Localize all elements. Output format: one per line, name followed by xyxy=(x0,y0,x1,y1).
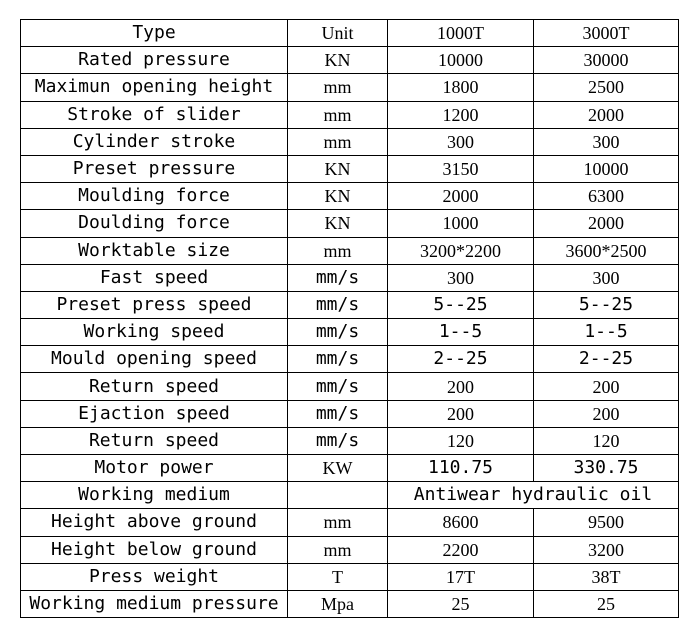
row-unit: mm xyxy=(288,128,388,155)
header-unit: Unit xyxy=(288,20,388,47)
row-value-1000t: 110.75 xyxy=(388,455,534,482)
row-unit: mm/s xyxy=(288,373,388,400)
table-row xyxy=(21,455,679,482)
row-value-1000t: 1000 xyxy=(388,210,534,237)
row-value-1000t: 120 xyxy=(388,427,534,454)
row-unit: mm/s xyxy=(288,291,388,318)
table-row xyxy=(21,563,679,590)
row-value-3000t: 1--5 xyxy=(534,319,679,346)
table-row xyxy=(21,128,679,155)
row-value-1000t: 200 xyxy=(388,400,534,427)
table-row xyxy=(21,74,679,101)
row-value-3000t: 2500 xyxy=(534,74,679,101)
table-row xyxy=(21,319,679,346)
row-unit: mm/s xyxy=(288,427,388,454)
row-parameter: Working medium pressure xyxy=(21,590,288,617)
table-header-row xyxy=(21,20,679,47)
table-row xyxy=(21,509,679,536)
row-value-1000t: 2000 xyxy=(388,183,534,210)
row-parameter: Height below ground xyxy=(21,536,288,563)
row-unit: mm/s xyxy=(288,264,388,291)
row-value-3000t: 300 xyxy=(534,128,679,155)
table-row xyxy=(21,400,679,427)
row-value-1000t: 3150 xyxy=(388,155,534,182)
row-unit: mm xyxy=(288,237,388,264)
row-value-3000t: 2000 xyxy=(534,210,679,237)
row-parameter: Maximun opening height xyxy=(21,74,288,101)
row-parameter: Preset pressure xyxy=(21,155,288,182)
row-unit: mm/s xyxy=(288,346,388,373)
row-value-1000t: 200 xyxy=(388,373,534,400)
row-value-1000t: 25 xyxy=(388,590,534,617)
table-row xyxy=(21,210,679,237)
row-value-3000t: 330.75 xyxy=(534,455,679,482)
row-unit: KW xyxy=(288,455,388,482)
row-parameter: Working speed xyxy=(21,319,288,346)
row-unit: mm/s xyxy=(288,400,388,427)
row-parameter: Worktable size xyxy=(21,237,288,264)
row-value-1000t: 2--25 xyxy=(388,346,534,373)
row-value-3000t: 38T xyxy=(534,563,679,590)
row-value-1000t: 3200*2200 xyxy=(388,237,534,264)
spec-sheet xyxy=(20,19,679,618)
row-parameter: Cylinder stroke xyxy=(21,128,288,155)
table-row xyxy=(21,47,679,74)
header-type: Type xyxy=(21,20,288,47)
row-parameter: Moulding force xyxy=(21,183,288,210)
table-row xyxy=(21,237,679,264)
row-value-1000t: 1--5 xyxy=(388,319,534,346)
table-row xyxy=(21,346,679,373)
row-value-3000t: 30000 xyxy=(534,47,679,74)
row-value-1000t: 5--25 xyxy=(388,291,534,318)
row-value-1000t: 1200 xyxy=(388,101,534,128)
row-unit: mm xyxy=(288,536,388,563)
table-row xyxy=(21,482,679,509)
table-row xyxy=(21,427,679,454)
row-unit: KN xyxy=(288,155,388,182)
table-row xyxy=(21,536,679,563)
table-row xyxy=(21,373,679,400)
row-parameter: Stroke of slider xyxy=(21,101,288,128)
row-parameter: Return speed xyxy=(21,373,288,400)
header-model-1000t: 1000T xyxy=(388,20,534,47)
row-value-3000t: 300 xyxy=(534,264,679,291)
row-unit xyxy=(288,482,388,509)
row-unit: T xyxy=(288,563,388,590)
row-parameter: Doulding force xyxy=(21,210,288,237)
row-parameter: Fast speed xyxy=(21,264,288,291)
row-unit: mm xyxy=(288,101,388,128)
row-value-3000t: 200 xyxy=(534,373,679,400)
row-value-1000t: 10000 xyxy=(388,47,534,74)
row-value-1000t: 8600 xyxy=(388,509,534,536)
row-value-1000t: 2200 xyxy=(388,536,534,563)
row-parameter: Working medium xyxy=(21,482,288,509)
row-value-3000t: 25 xyxy=(534,590,679,617)
row-value-3000t: 3200 xyxy=(534,536,679,563)
row-value-3000t: 2--25 xyxy=(534,346,679,373)
row-value-3000t: 9500 xyxy=(534,509,679,536)
row-value-3000t: 6300 xyxy=(534,183,679,210)
row-unit: mm/s xyxy=(288,319,388,346)
row-value-3000t: 200 xyxy=(534,400,679,427)
row-value-1000t: 300 xyxy=(388,128,534,155)
row-unit: mm xyxy=(288,74,388,101)
row-unit: KN xyxy=(288,47,388,74)
table-row xyxy=(21,590,679,617)
row-value-1000t: 300 xyxy=(388,264,534,291)
row-value-3000t: 10000 xyxy=(534,155,679,182)
row-unit: mm xyxy=(288,509,388,536)
row-parameter: Ejaction speed xyxy=(21,400,288,427)
row-value-1000t: 1800 xyxy=(388,74,534,101)
row-value-3000t: 5--25 xyxy=(534,291,679,318)
row-value-merged: Antiwear hydraulic oil xyxy=(388,482,679,509)
row-unit: KN xyxy=(288,210,388,237)
row-unit: KN xyxy=(288,183,388,210)
row-parameter: Motor power xyxy=(21,455,288,482)
table-row xyxy=(21,101,679,128)
row-parameter: Rated pressure xyxy=(21,47,288,74)
row-parameter: Height above ground xyxy=(21,509,288,536)
row-value-3000t: 3600*2500 xyxy=(534,237,679,264)
table-row xyxy=(21,155,679,182)
row-value-1000t: 17T xyxy=(388,563,534,590)
row-parameter: Preset press speed xyxy=(21,291,288,318)
table-row xyxy=(21,291,679,318)
table-row xyxy=(21,264,679,291)
row-parameter: Mould opening speed xyxy=(21,346,288,373)
row-parameter: Return speed xyxy=(21,427,288,454)
header-model-3000t: 3000T xyxy=(534,20,679,47)
table-row xyxy=(21,183,679,210)
row-parameter: Press weight xyxy=(21,563,288,590)
row-unit: Mpa xyxy=(288,590,388,617)
specifications-table xyxy=(20,19,679,618)
row-value-3000t: 120 xyxy=(534,427,679,454)
row-value-3000t: 2000 xyxy=(534,101,679,128)
